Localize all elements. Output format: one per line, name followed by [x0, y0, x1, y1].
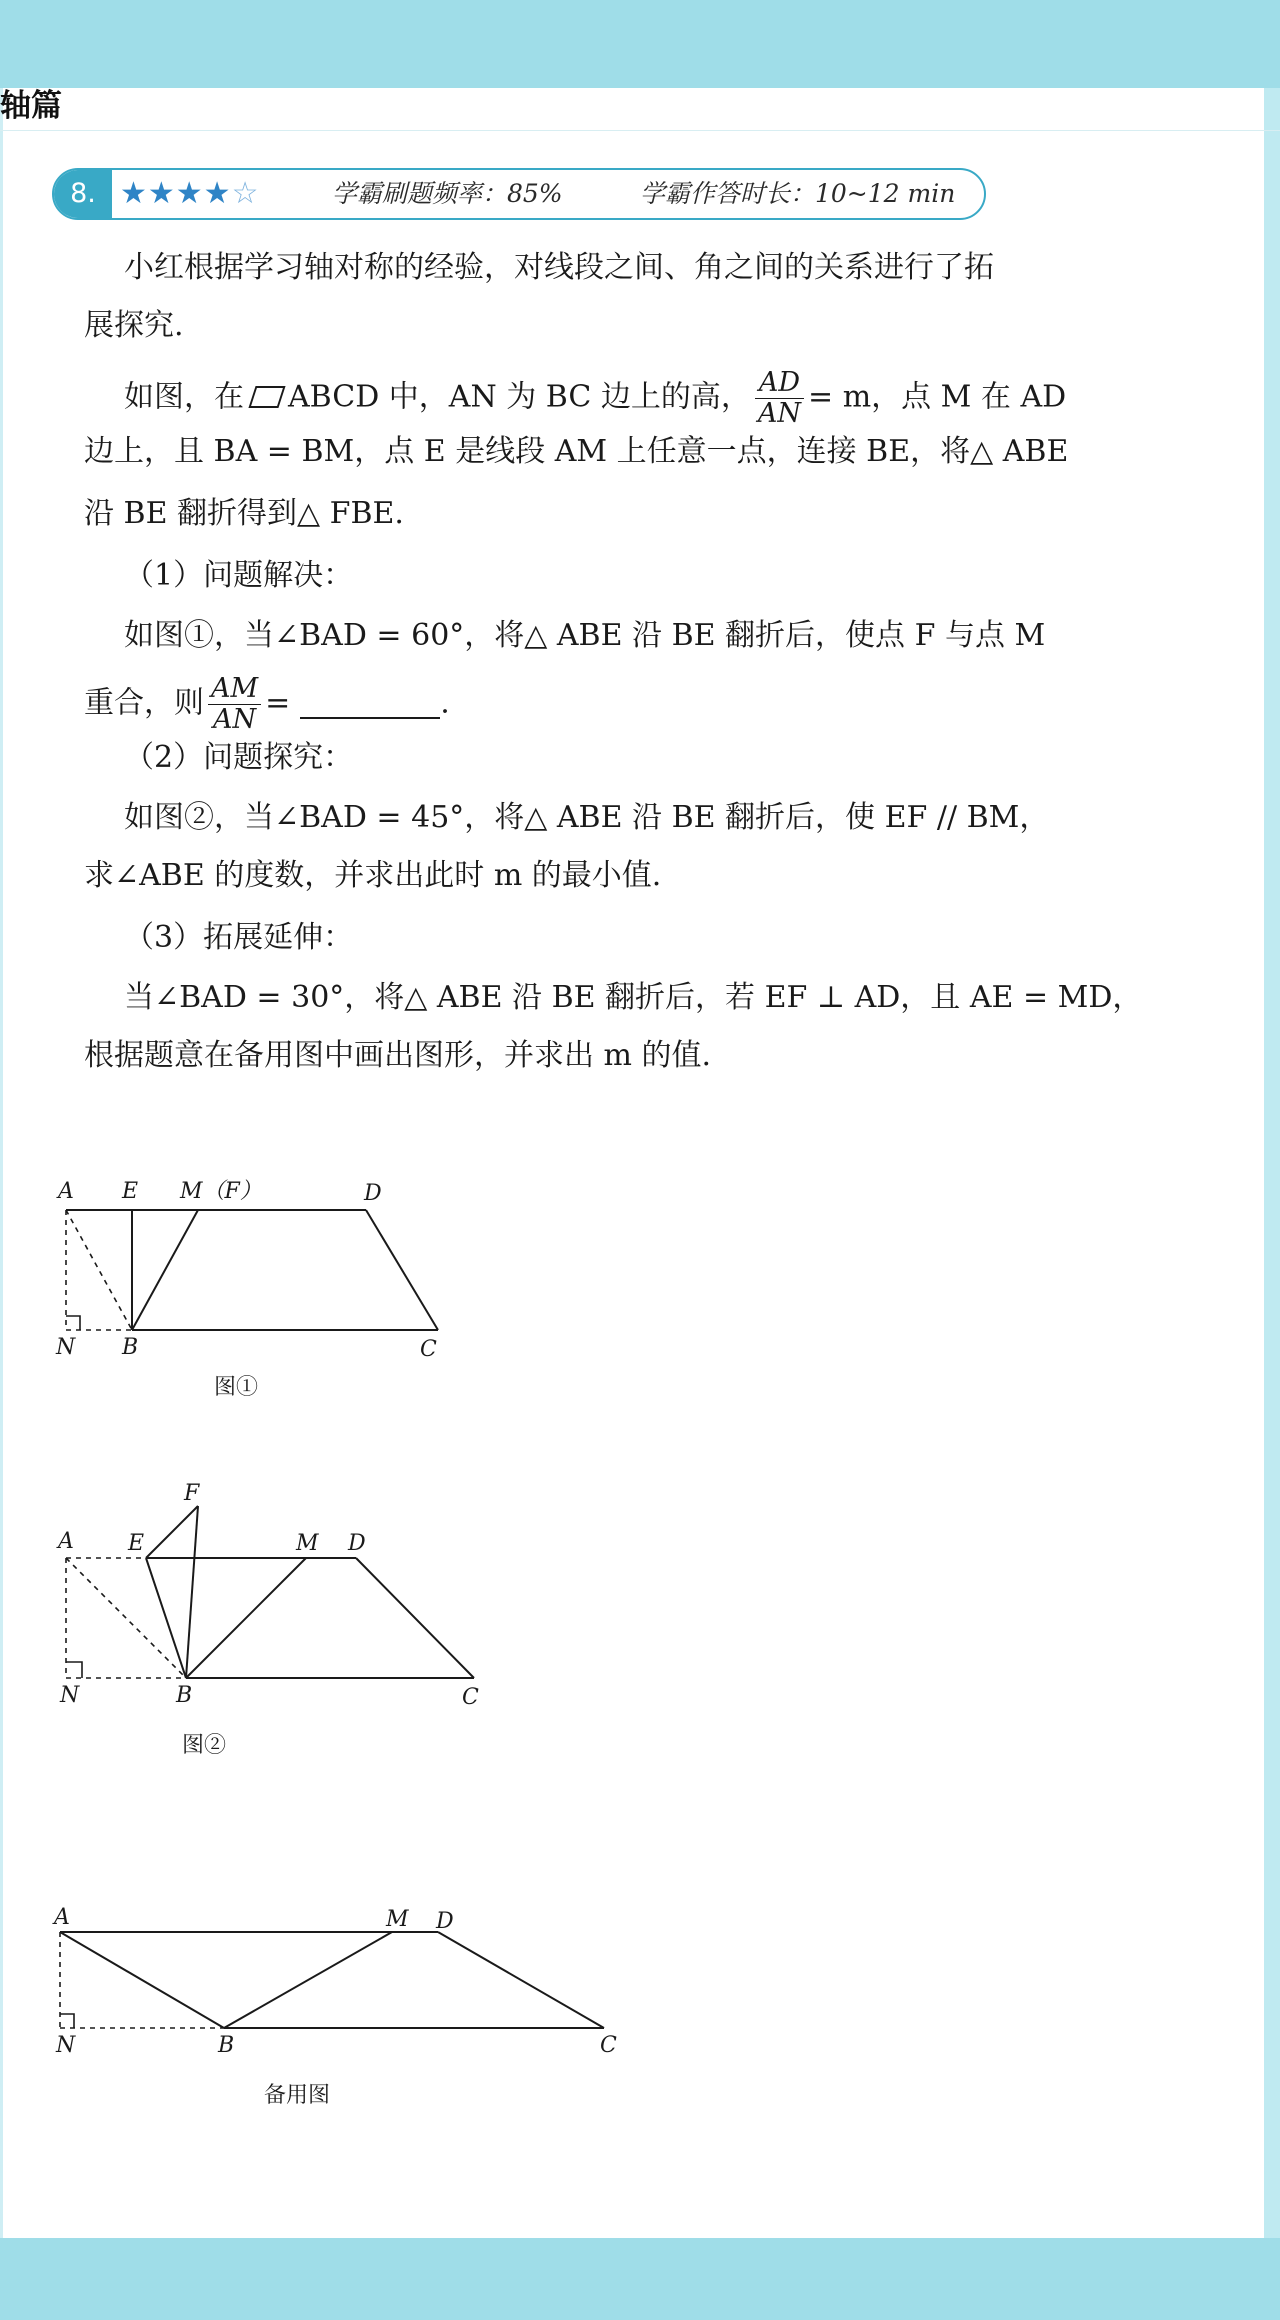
ratio-am-an: $\frac{AM}{AN}$ — [208, 674, 261, 735]
part3-line2: 根据题意在备用图中画出图形，并求出 m 的值. — [84, 1038, 712, 1073]
answer-duration: 学霸作答时长：10~12 min — [640, 179, 956, 208]
part1-line1: 如图①，当∠BAD = 60°，将△ ABE 沿 BE 翻折后，使点 F 与点 M — [124, 618, 1046, 653]
figure-1 — [55, 1179, 438, 1400]
fig3-label-n: N — [56, 2033, 76, 2058]
para1-line1: 小红根据学习轴对称的经验，对线段之间、角之间的关系进行了拓 — [124, 250, 994, 285]
fig2-label-f: F — [184, 1481, 200, 1506]
para1-line2: 展探究. — [84, 308, 184, 343]
fig1-segment-dc — [366, 1210, 438, 1330]
question-number: 8. — [54, 170, 112, 218]
figure-2 — [56, 1481, 479, 1758]
part1-line2: 重合，则 $\frac{AM}{AN}$ = . — [84, 673, 450, 735]
fig3-label-a: A — [54, 1905, 70, 1930]
fig2-segment-mb — [186, 1558, 306, 1678]
part1-title: （1）问题解决： — [124, 558, 354, 593]
fig3-segment-dc — [438, 1932, 604, 2028]
fig1-label-n: N — [56, 1335, 76, 1360]
fig2-label-n: N — [60, 1683, 80, 1708]
fig1-label-mf: M（F） — [180, 1179, 262, 1204]
fig2-segment-ab — [66, 1558, 186, 1678]
fig2-caption: 图② — [182, 1733, 227, 1758]
part2-title: （2）问题探究： — [124, 740, 354, 775]
fig1-caption: 图① — [214, 1375, 259, 1400]
filled-stars: ★★★★ — [120, 176, 232, 211]
fig2-label-a: A — [58, 1529, 74, 1554]
fig1-label-d: D — [364, 1181, 382, 1206]
para2-line2: 边上，且 BA = BM，点 E 是线段 AM 上任意一点，连接 BE，将△ ABE — [84, 434, 1069, 469]
para2-text-a: 如图，在 — [124, 379, 244, 415]
fig2-label-b: B — [176, 1683, 193, 1708]
empty-star: ☆ — [231, 176, 260, 211]
fig3-label-m: M — [386, 1907, 409, 1932]
figure-3 — [52, 1905, 617, 2108]
part2-line2: 求∠ABE 的度数，并求出此时 m 的最小值. — [84, 858, 662, 893]
fig2-segment-fb — [186, 1506, 198, 1678]
fig3-segment-ab — [60, 1932, 224, 2028]
fig1-right-angle-mark — [66, 1316, 80, 1330]
fig2-right-angle-mark — [66, 1662, 82, 1678]
fig2-label-d: D — [348, 1531, 366, 1556]
fig3-label-b: B — [218, 2033, 235, 2058]
fig2-label-e: E — [128, 1531, 145, 1556]
fig3-segment-mb — [224, 1932, 392, 2028]
fig1-label-c: C — [420, 1337, 437, 1362]
fig3-caption: 备用图 — [264, 2083, 331, 2108]
fig1-label-b: B — [122, 1335, 139, 1360]
fig2-label-c: C — [462, 1685, 479, 1710]
part2-line1: 如图②，当∠BAD = 45°，将△ ABE 沿 BE 翻折后，使 EF // BM， — [124, 800, 1050, 835]
fig1-segment-mb — [132, 1210, 198, 1330]
part3-line1: 当∠BAD = 30°，将△ ABE 沿 BE 翻折后，若 EF ⊥ AD，且 AE = MD， — [124, 980, 1143, 1015]
part3-title: （3）拓展延伸： — [124, 920, 354, 955]
fig2-segment-dc — [356, 1558, 474, 1678]
para2-text-c: = m，点 M 在 AD — [808, 379, 1067, 415]
para2-text-b: ABCD 中，AN 为 BC 边上的高， — [288, 379, 751, 415]
practice-frequency: 学霸刷题频率：85% — [332, 179, 563, 208]
fig2-segment-ef — [146, 1506, 198, 1558]
fig3-right-angle-mark — [60, 2014, 74, 2028]
chapter-title: 轴篇 — [0, 88, 62, 124]
para2-line3: 沿 BE 翻折得到△ FBE. — [84, 496, 404, 531]
fig2-label-m: M — [296, 1531, 319, 1556]
fig1-label-e: E — [122, 1179, 139, 1204]
fig1-segment-ab — [66, 1210, 132, 1330]
fig3-label-d: D — [436, 1909, 454, 1934]
ratio-ad-an: $\frac{AD}{AN}$ — [755, 368, 804, 429]
fig2-segment-eb — [146, 1558, 186, 1678]
bottom-decorative-band — [0, 2238, 1280, 2320]
fig3-label-c: C — [600, 2033, 617, 2058]
fig1-label-a: A — [58, 1179, 74, 1204]
